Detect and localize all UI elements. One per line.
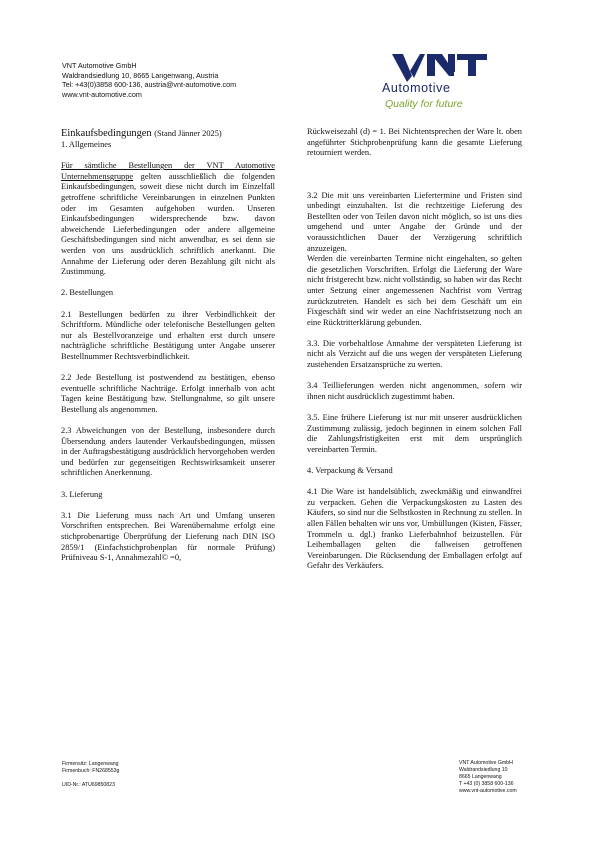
footer-company: VNT Automotive GmbH [459,760,513,766]
footer-seat: Firmensitz: Langenwang [62,761,119,767]
footer-left [62,761,119,789]
footer-uid: UID-Nr.: ATU69850823 [62,782,115,788]
footer-street: Waldrandsiedlung 10 [459,767,508,773]
company-contact: Tel: +43(0)3858 600-136, austria@vnt-automotive.com [62,80,237,89]
company-address-block [62,61,236,99]
clause-4-1: 4.1 Die Ware ist handelsüblich, zweckmäßig und einwandfrei zu verpacken. Gehen die Verpackungskosten zu Lasten des Käufers, so sind nur die Selbstkosten in Rechnung zu stellen. In allen Fällen behalten wir uns vor, Umbüllungen (Kisten, Fässer, Trommeln u. dgl.) franko Lieferbahnhof beizustellen. Für Leihemballagen gelten die fallweisen getroffenen Vereinbarungen. Die Rücksendung der Emballagen erfolgt auf Gefahr des Verkäufers. [307,487,522,571]
footer-right [459,760,517,795]
footer-phone: T +43 (0) 3858 600-136 [459,781,514,787]
clause-2-3: 2.3 Abweichungen von der Bestellung, insbesondere durch Übersendung anders lautender Verkaufsbedingungen, müssen in der Auftragsbestätigung ausdrücklich hervorgehoben werden und bedürfen zur gegenseitigen Rechtswirksamkeit unserer schriftlichen Anerkennung. [61,426,275,478]
title-text: Einkaufsbedingungen [61,128,152,139]
section-heading-1: 1. Allgemeines [61,140,112,149]
footer-city: 8665 Langenwang [459,774,502,780]
company-name: VNT Automotive GmbH [62,61,137,70]
vnt-logo [372,52,490,114]
section-1-rest: gelten ausschließlich die folgenden Einkaufsbedingungen, soweit diese nicht durch im Einzelfall getroffene schriftliche Vereinbarungen in einzelnen Punkten oder im Gesamten aufgehoben wurden. Unseren Einkaufsbedingungen widersprechende bzw. davon abweichende Lieferbedingungen oder andere allgemeine Geschäftsbedingungen sind nicht anwendbar, es sei denn sie werden von uns ausdrücklich schriftlich anerkannt. Die Annahme der Lieferung oder deren Bezahlung gilt nicht als Zustimmung. [61,171,275,277]
clause-3-1-continued: Rückweisezahl (d) = 1. Bei Nichtentsprechen der Ware lt. oben angeführter Stichprobenprüfung kann die gesamte Lieferung retourniert werden. [307,127,522,158]
section-heading-3: 3. Lieferung [61,489,103,499]
section-1-lead-underlined: Für sämtliche Bestellungen der VNT Automotive Unternehmensgruppe [61,161,275,181]
title-stand: (Stand Jänner 2025) [154,129,222,138]
footer-spacer [62,775,119,782]
clause-3-3: 3.3. Die vorbehaltlose Annahme der verspäteten Lieferung ist nicht als Verzicht auf die uns wegen der verspäteten Lieferung zustehenden Ersatzansprüche zu werten. [307,338,522,370]
clause-2-1: 2.1 Bestellungen bedürfen zu ihrer Verbindlichkeit der Schriftform. Mündliche oder telefonische Bestellungen gelten nur als Bestellvoranzeige und erhalten erst durch unsere nachträgliche schriftliche Bestätigung unter Angabe unserer Bestellnummer Rechtsverbindlichkeit. [61,309,275,361]
clause-3-5: 3.5. Eine frühere Lieferung ist nur mit unserer ausdrücklichen Zustimmung zulässig, jedoch beginnen in einem solchen Fall die Zahlungsfristigkeiten erst mit dem ursprünglich vereinbarten Termin. [307,413,522,454]
section-1-paragraph [61,161,275,278]
clause-3-2-part-a: 3.2 Die mit uns vereinbarten Liefertermine und Fristen sind unbedingt einzuhalten. Ist die rechtzeitige Lieferung des Bestellten oder von Teilen davon nicht möglich, so ist uns dies umgehend und unter Angabe der Gründe und der voraussichtlichen Dauer der Verzögerung schriftlich anzuzeigen. [307,190,522,253]
logo-wordmark: Automotive [382,81,451,95]
logo-tagline: Quality for future [385,98,463,110]
clause-3-2-part-b: Werden die vereinbarten Termine nicht eingehalten, so gelten die gesetzlichen Vorschriften. Erfolgt die Lieferung der Ware nicht fristgerecht bzw. nicht vollständig, so haben wir das Recht unter Setzung einer angemessenen Nachfrist vom Vertrag zurückzutreten. Handelt es sich bei dem Geschäft um ein Fixgeschäft sind wir weder an eine Nachfristsetzung noch an eine Rücktritterklärung gebunden. [307,254,522,327]
vnt-logo-mark-icon [372,52,490,84]
company-street: Waldrandsiedlung 10, 8665 Langenwang, Austria [62,70,219,80]
clause-3-1: 3.1 Die Lieferung muss nach Art und Umfang unseren Vorschriften entsprechen. Bei Warenübernahme erfolgt eine stichprobenartige Überprüfung der Lieferung nach DIN ISO 2859/1 (Einfachstichprobenplan für normale Prüfung) Prüfniveau S-1, Annahmezahl© =0, [61,510,275,563]
left-column [61,127,275,564]
section-heading-2: 2. Bestellungen [61,288,114,298]
footer-register: Firmenbuch: FN268553g [62,768,120,774]
footer-web: www.vnt-automotive.com [459,788,517,794]
clause-2-2: 2.2 Jede Bestellung ist postwendend zu bestätigen, ebenso eventuelle schriftliche Nachträge. Erfolgt innerhalb von acht Tagen keine Bestätigung bzw. Stellungnahme, so gilt unsere Bestellung als angenommen. [61,373,275,414]
right-column [307,127,522,572]
company-web: www.vnt-automotive.com [62,89,142,99]
section-heading-4: 4. Verpackung & Versand [307,466,393,475]
document-title [61,127,275,140]
clause-3-4: 3.4 Teillieferungen werden nicht angenommen, sofern wir ihnen nicht ausdrücklich zugestimmt haben. [307,381,522,401]
